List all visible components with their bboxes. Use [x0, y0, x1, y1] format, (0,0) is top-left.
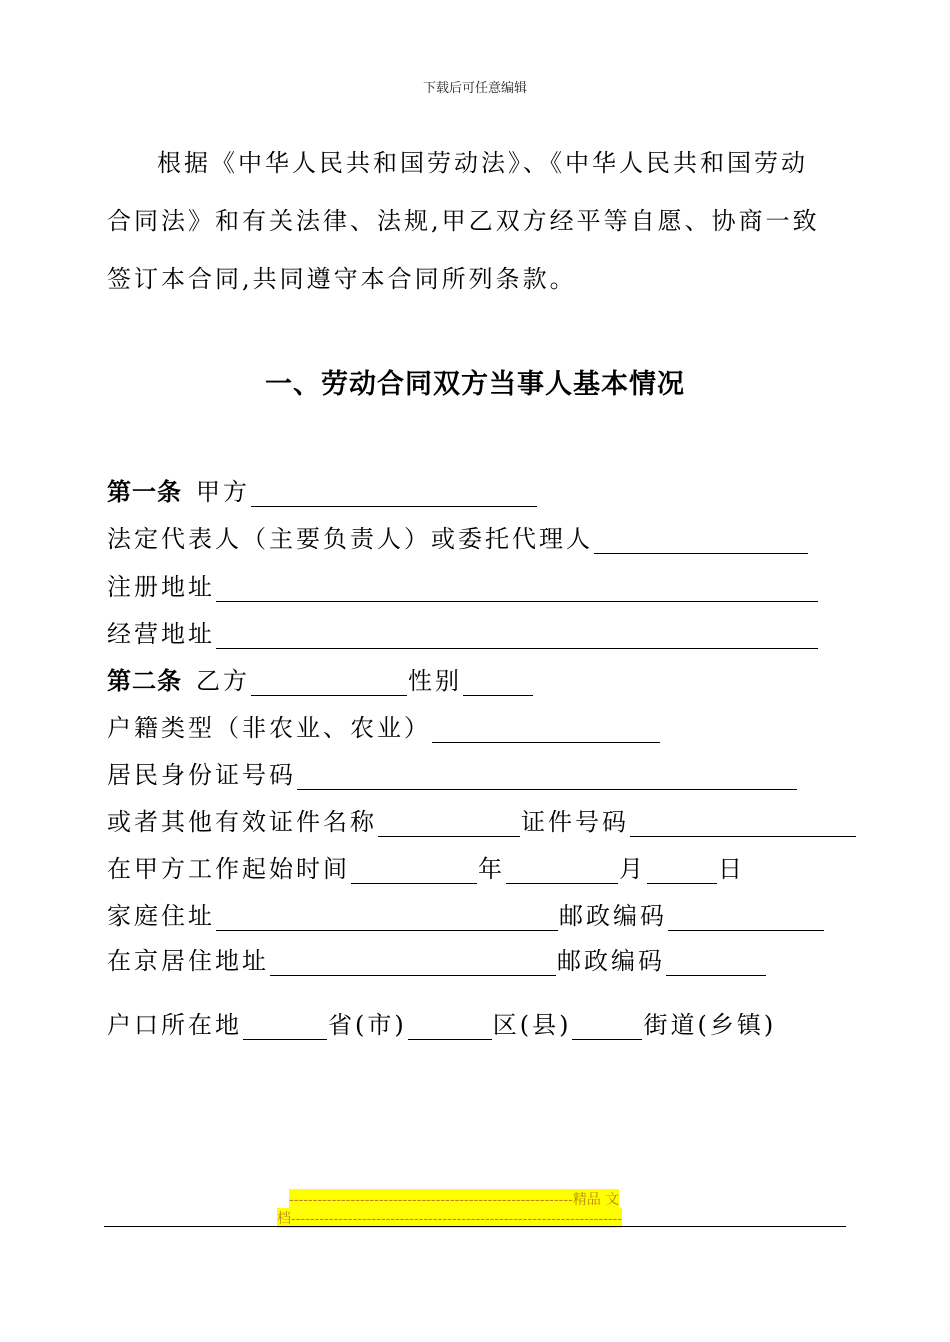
party-a-blank[interactable] [251, 482, 537, 507]
month-label: 月 [619, 855, 646, 883]
year-blank[interactable] [351, 859, 477, 884]
province-blank[interactable] [243, 1015, 327, 1040]
home-address-blank[interactable] [216, 906, 558, 931]
footer-watermark-line-2: 档---------------------------------------------------------------------- [277, 1208, 622, 1228]
party-a-label: 甲方 [196, 478, 250, 506]
section-title: 一、劳动合同双方当事人基本情况 [265, 369, 685, 400]
street-blank[interactable] [572, 1015, 642, 1040]
postcode-1-label: 邮政编码 [559, 902, 667, 930]
postcode-1-blank[interactable] [668, 906, 824, 931]
legal-rep-row [107, 522, 809, 554]
biz-address-label: 经营地址 [107, 620, 215, 648]
day-blank[interactable] [647, 859, 717, 884]
province-label: 省(市) [328, 1011, 407, 1039]
legal-rep-blank[interactable] [594, 529, 808, 554]
party-b-label: 乙方 [196, 667, 250, 695]
footer-watermark-line-1: ------------------------------------------------------------精品 文 [289, 1189, 619, 1209]
gender-label: 性别 [408, 667, 462, 695]
hukou-location-label: 户口所在地 [107, 1011, 242, 1039]
id-no-label: 证件号码 [521, 808, 629, 836]
intro-line-1: 根据《中华人民共和国劳动法》、《中华人民共和国劳动 [157, 149, 808, 177]
article-2-label: 第二条 [107, 667, 182, 695]
hukou-location-row [107, 1008, 776, 1040]
beijing-address-row [107, 944, 767, 976]
id-number-row [107, 758, 798, 790]
home-address-row [107, 899, 825, 931]
gender-blank[interactable] [463, 671, 533, 696]
page-header: 下载后可任意编辑 [422, 81, 527, 96]
home-address-label: 家庭住址 [107, 902, 215, 930]
footer-divider [104, 1226, 846, 1227]
id-no-blank[interactable] [630, 812, 856, 837]
district-blank[interactable] [408, 1015, 492, 1040]
reg-address-blank[interactable] [216, 577, 818, 602]
hukou-type-row [107, 711, 661, 743]
article-1-party-a-row [107, 475, 538, 507]
postcode-2-blank[interactable] [666, 951, 766, 976]
intro-line-3: 签订本合同,共同遵守本合同所列条款。 [107, 265, 577, 293]
biz-address-row [107, 617, 819, 649]
beijing-address-label: 在京居住地址 [107, 947, 269, 975]
article-2-party-b-row [107, 664, 534, 696]
beijing-address-blank[interactable] [270, 951, 556, 976]
other-id-name-label: 或者其他有效证件名称 [107, 808, 377, 836]
article-1-label: 第一条 [107, 478, 182, 506]
reg-address-label: 注册地址 [107, 573, 215, 601]
intro-line-2: 合同法》和有关法律、法规,甲乙双方经平等自愿、协商一致 [107, 207, 820, 235]
day-label: 日 [718, 855, 745, 883]
hukou-type-label: 户籍类型（非农业、农业） [107, 714, 431, 742]
start-time-label: 在甲方工作起始时间 [107, 855, 350, 883]
legal-rep-label: 法定代表人（主要负责人）或委托代理人 [107, 525, 593, 553]
id-number-blank[interactable] [297, 765, 797, 790]
street-label: 街道(乡镇) [643, 1011, 777, 1039]
other-id-name-blank[interactable] [378, 812, 520, 837]
id-number-label: 居民身份证号码 [107, 761, 296, 789]
biz-address-blank[interactable] [216, 624, 818, 649]
month-blank[interactable] [506, 859, 618, 884]
reg-address-row [107, 570, 819, 602]
year-label: 年 [478, 855, 505, 883]
start-time-row [107, 852, 745, 884]
district-label: 区(县) [492, 1011, 572, 1039]
hukou-type-blank[interactable] [432, 718, 660, 743]
other-id-row [107, 805, 857, 837]
party-b-blank[interactable] [251, 671, 407, 696]
postcode-2-label: 邮政编码 [557, 947, 665, 975]
